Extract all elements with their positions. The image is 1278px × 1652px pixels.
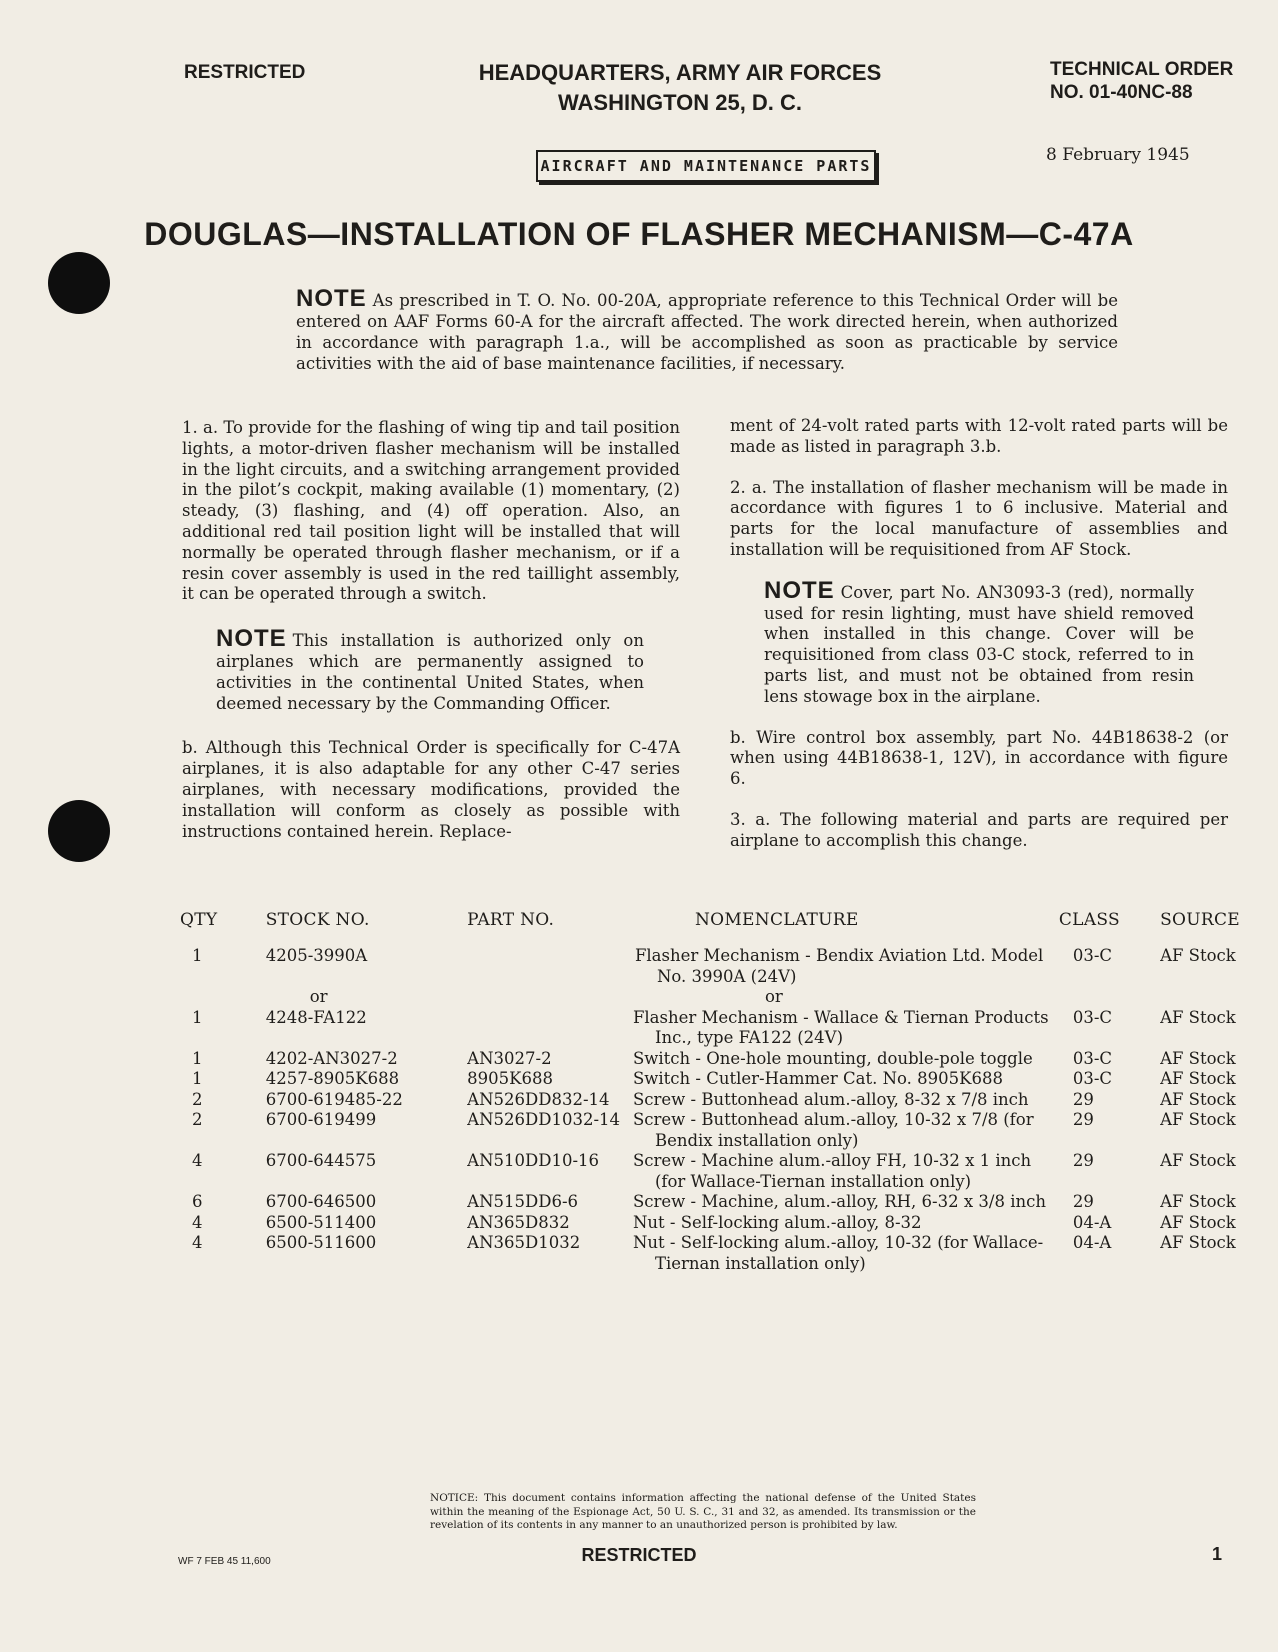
hq-line-2: WASHINGTON 25, D. C. — [557, 90, 803, 115]
col-part-no: PART NO. — [467, 910, 555, 930]
part-cell: AN365D832 — [467, 1212, 570, 1232]
qty-cell: 4 — [192, 1212, 203, 1232]
top-note — [296, 285, 1118, 374]
nomenclature-cell: Switch - One-hole mounting, double-pole toggle — [632, 1048, 1033, 1068]
class-cell: 03-C — [1072, 1069, 1113, 1088]
class-cell: 04-A — [1072, 1212, 1112, 1232]
part-cell: AN365D1032 — [467, 1233, 581, 1252]
technical-order-number — [1050, 58, 1233, 104]
nomenclature-cell: Nut - Self-locking alum.-alloy, 8-32 — [632, 1212, 922, 1232]
paragraph-1b-continued: ment of 24-volt rated parts with 12-volt rated parts will be made as listed in paragraph 3.b. — [730, 416, 1228, 456]
part-cell: AN510DD10-16 — [467, 1151, 600, 1170]
stock-cell: 6700-619485-22 — [265, 1089, 403, 1109]
table-row — [180, 1213, 1240, 1234]
qty-cell: 1 — [192, 1007, 203, 1027]
to-line-1: TECHNICAL ORDER — [1050, 59, 1234, 80]
class-cell: 29 — [1072, 1089, 1094, 1109]
part-cell — [467, 946, 633, 987]
page-title: DOUGLAS—INSTALLATION OF FLASHER MECHANISM—C-47A — [144, 216, 1134, 252]
source-cell: AF Stock — [1160, 1151, 1236, 1170]
nomenclature-cell: Flasher Mechanism - Bendix Aviation Ltd. Model No. 3990A (24V) — [634, 946, 1044, 986]
parts-table — [180, 910, 1240, 1274]
note-label: NOTE — [216, 625, 287, 653]
qty-cell: 4 — [192, 1233, 203, 1252]
top-note-text: As prescribed in T. O. No. 00-20A, appropriate reference to this Technical Order will be entered on AAF Forms 60-A for the aircraft affected. The work directed herein, when authorized in accordance with paragraph 1.a., will be accomplished as soon as practicable by service activities with the aid of base maintenance facilities, if necessary. — [296, 291, 1118, 373]
col-source: SOURCE — [1160, 910, 1240, 930]
security-notice: NOTICE: This document contains information affecting the national defense of the United States within the meaning of the Espionage Act, 50 U. S. C., 31 and 32, as amended. Its transmission or the revelation of its contents in any manner to an unauthorized person is prohibited by law. — [430, 1492, 976, 1531]
class-cell: 29 — [1072, 1110, 1094, 1129]
paragraph-3a: 3. a. The following material and parts are required per airplane to accomplish this change. — [730, 809, 1228, 850]
paragraph-2b: b. Wire control box assembly, part No. 44B18638-2 (or when using 44B18638-1, 12V), in accordance with figure 6. — [730, 727, 1228, 789]
binder-hole-top — [48, 252, 110, 314]
source-cell: AF Stock — [1160, 1192, 1236, 1211]
class-cell: 03-C — [1072, 1007, 1113, 1027]
qty-cell — [180, 987, 266, 1008]
stock-cell: 6700-644575 — [265, 1151, 377, 1170]
table-row — [180, 1090, 1240, 1111]
nomenclature-cell: Screw - Buttonhead alum.-alloy, 8-32 x 7/8 inch — [632, 1089, 1029, 1109]
stock-cell: 4257-8905K688 — [265, 1069, 400, 1088]
source-cell: AF Stock — [1160, 1048, 1236, 1068]
nomenclature-cell: Screw - Machine, alum.-alloy, RH, 6-32 x 3/8 inch — [632, 1192, 1046, 1211]
qty-cell: 1 — [192, 1048, 203, 1068]
stock-cell: 6700-646500 — [265, 1192, 377, 1211]
qty-cell: 6 — [192, 1192, 203, 1211]
table-row — [180, 1049, 1240, 1070]
right-note-text: Cover, part No. AN3093-3 (red), normally used for resin lighting, must have shield removed when installed in this change. Cover will be requisitioned from class 03-C stock, referred to in parts list, and must not be obtained from resin lens stowage box in the airplane. — [764, 582, 1194, 706]
table-row — [180, 1151, 1240, 1192]
class-cell: 03-C — [1072, 946, 1113, 965]
table-row — [180, 1008, 1240, 1049]
qty-cell: 4 — [192, 1151, 203, 1170]
part-cell — [467, 1008, 633, 1049]
col-qty: QTY — [180, 910, 218, 930]
parts-table-header — [180, 910, 1240, 946]
qty-cell: 1 — [192, 946, 203, 965]
nomenclature-cell: Nut - Self-locking alum.-alloy, 10-32 (for Wallace-Tiernan installation only) — [632, 1233, 1044, 1273]
issue-date: 8 February 1945 — [1046, 145, 1190, 165]
class-cell: 29 — [1072, 1192, 1094, 1211]
part-cell: AN526DD832-14 — [467, 1089, 610, 1109]
hq-heading — [440, 58, 920, 118]
table-row — [180, 1110, 1240, 1151]
left-note-text: This installation is authorized only on airplanes which are permanently assigned to activities in the continental United States, when deemed necessary by the Commanding Officer. — [216, 631, 644, 713]
restricted-footer: RESTRICTED — [581, 1545, 697, 1565]
source-cell: AF Stock — [1160, 1089, 1236, 1109]
paragraph-1a: 1. a. To provide for the flashing of wing tip and tail position lights, a motor-driven flasher mechanism will be installed in the light circuits, and a switching arrangement provided in the pilot’s cockpit, making available (1) momentary, (2) steady, (3) flashing, and (4) off operation. Also, an additional red tail position light will be installed that will normally be operated through flasher mechanism, or if a resin cover assembly is used in the red taillight assembly, it can be operated through a switch. — [182, 418, 680, 604]
hq-line-1: HEADQUARTERS, ARMY AIR FORCES — [478, 60, 882, 85]
print-code: WF 7 FEB 45 11,600 — [178, 1556, 271, 1567]
part-cell: AN526DD1032-14 — [467, 1110, 621, 1129]
left-column — [182, 418, 680, 842]
paragraph-2a: 2. a. The installation of flasher mechanism will be made in accordance with figures 1 to 6 inclusive. Material and parts for the local manufacture of assemblies and installation will be requisitioned from AF Stock. — [730, 477, 1228, 559]
source-cell: AF Stock — [1160, 1007, 1236, 1027]
stock-cell: 6500-511400 — [265, 1212, 377, 1232]
col-stock-no: STOCK NO. — [265, 910, 370, 930]
class-cell — [1059, 987, 1160, 1008]
right-column — [730, 416, 1228, 852]
class-cell: 04-A — [1072, 1233, 1112, 1252]
nomenclature-cell: Switch - Cutler-Hammer Cat. No. 8905K688 — [632, 1069, 1003, 1088]
binder-hole-middle — [48, 800, 110, 862]
restricted-header: RESTRICTED — [184, 62, 306, 83]
source-cell: AF Stock — [1160, 1110, 1236, 1129]
stock-cell: 4248-FA122 — [265, 1007, 367, 1027]
qty-cell: 1 — [192, 1069, 203, 1088]
stock-cell: 6700-619499 — [265, 1110, 377, 1129]
table-row — [180, 1233, 1240, 1274]
source-cell: AF Stock — [1160, 946, 1236, 965]
left-note — [216, 625, 644, 714]
note-label: NOTE — [296, 285, 367, 312]
category-stamp: AIRCRAFT AND MAINTENANCE PARTS — [536, 150, 876, 182]
col-class: CLASS — [1058, 910, 1120, 930]
to-line-2: NO. 01-40NC-88 — [1050, 82, 1193, 103]
col-nomenclature: NOMENCLATURE — [694, 910, 859, 930]
nomenclature-cell: Screw - Buttonhead alum.-alloy, 10-32 x 7/8 (for Bendix installation only) — [632, 1110, 1034, 1150]
right-note — [764, 576, 1194, 708]
source-cell: AF Stock — [1160, 1212, 1236, 1232]
table-row — [180, 946, 1240, 987]
source-cell — [1160, 987, 1240, 1008]
source-cell: AF Stock — [1160, 1069, 1236, 1088]
paragraph-1b: b. Although this Technical Order is specifically for C-47A airplanes, it is also adaptable for any other C-47 series airplanes, with necessary modifications, provided the installation will conform as closely as possible with instructions contained herein. Replace- — [182, 738, 680, 841]
part-cell: 8905K688 — [467, 1069, 553, 1088]
nomenclature-cell: Flasher Mechanism - Wallace & Tiernan Products Inc., type FA122 (24V) — [632, 1007, 1049, 1047]
nomenclature-cell: Screw - Machine alum.-alloy FH, 10-32 x 1 inch (for Wallace-Tiernan installation only) — [632, 1151, 1032, 1191]
page-number: 1 — [1212, 1544, 1223, 1564]
class-cell: 03-C — [1072, 1048, 1113, 1068]
stock-cell: 4205-3990A — [265, 946, 368, 965]
qty-cell: 2 — [192, 1089, 203, 1109]
stock-cell: 4202-AN3027-2 — [265, 1048, 398, 1068]
table-row — [180, 1192, 1240, 1213]
part-cell: AN515DD6-6 — [467, 1192, 579, 1211]
qty-cell: 2 — [192, 1110, 203, 1129]
part-cell: AN3027-2 — [467, 1048, 552, 1068]
table-row — [180, 987, 1240, 1008]
stock-cell: 6500-511600 — [265, 1233, 377, 1252]
table-row — [180, 1069, 1240, 1090]
part-cell — [467, 987, 633, 1008]
source-cell: AF Stock — [1160, 1233, 1236, 1252]
class-cell: 29 — [1072, 1151, 1094, 1170]
note-label: NOTE — [764, 576, 835, 604]
nomenclature-cell: or — [764, 987, 783, 1006]
stock-cell: or — [309, 987, 328, 1006]
